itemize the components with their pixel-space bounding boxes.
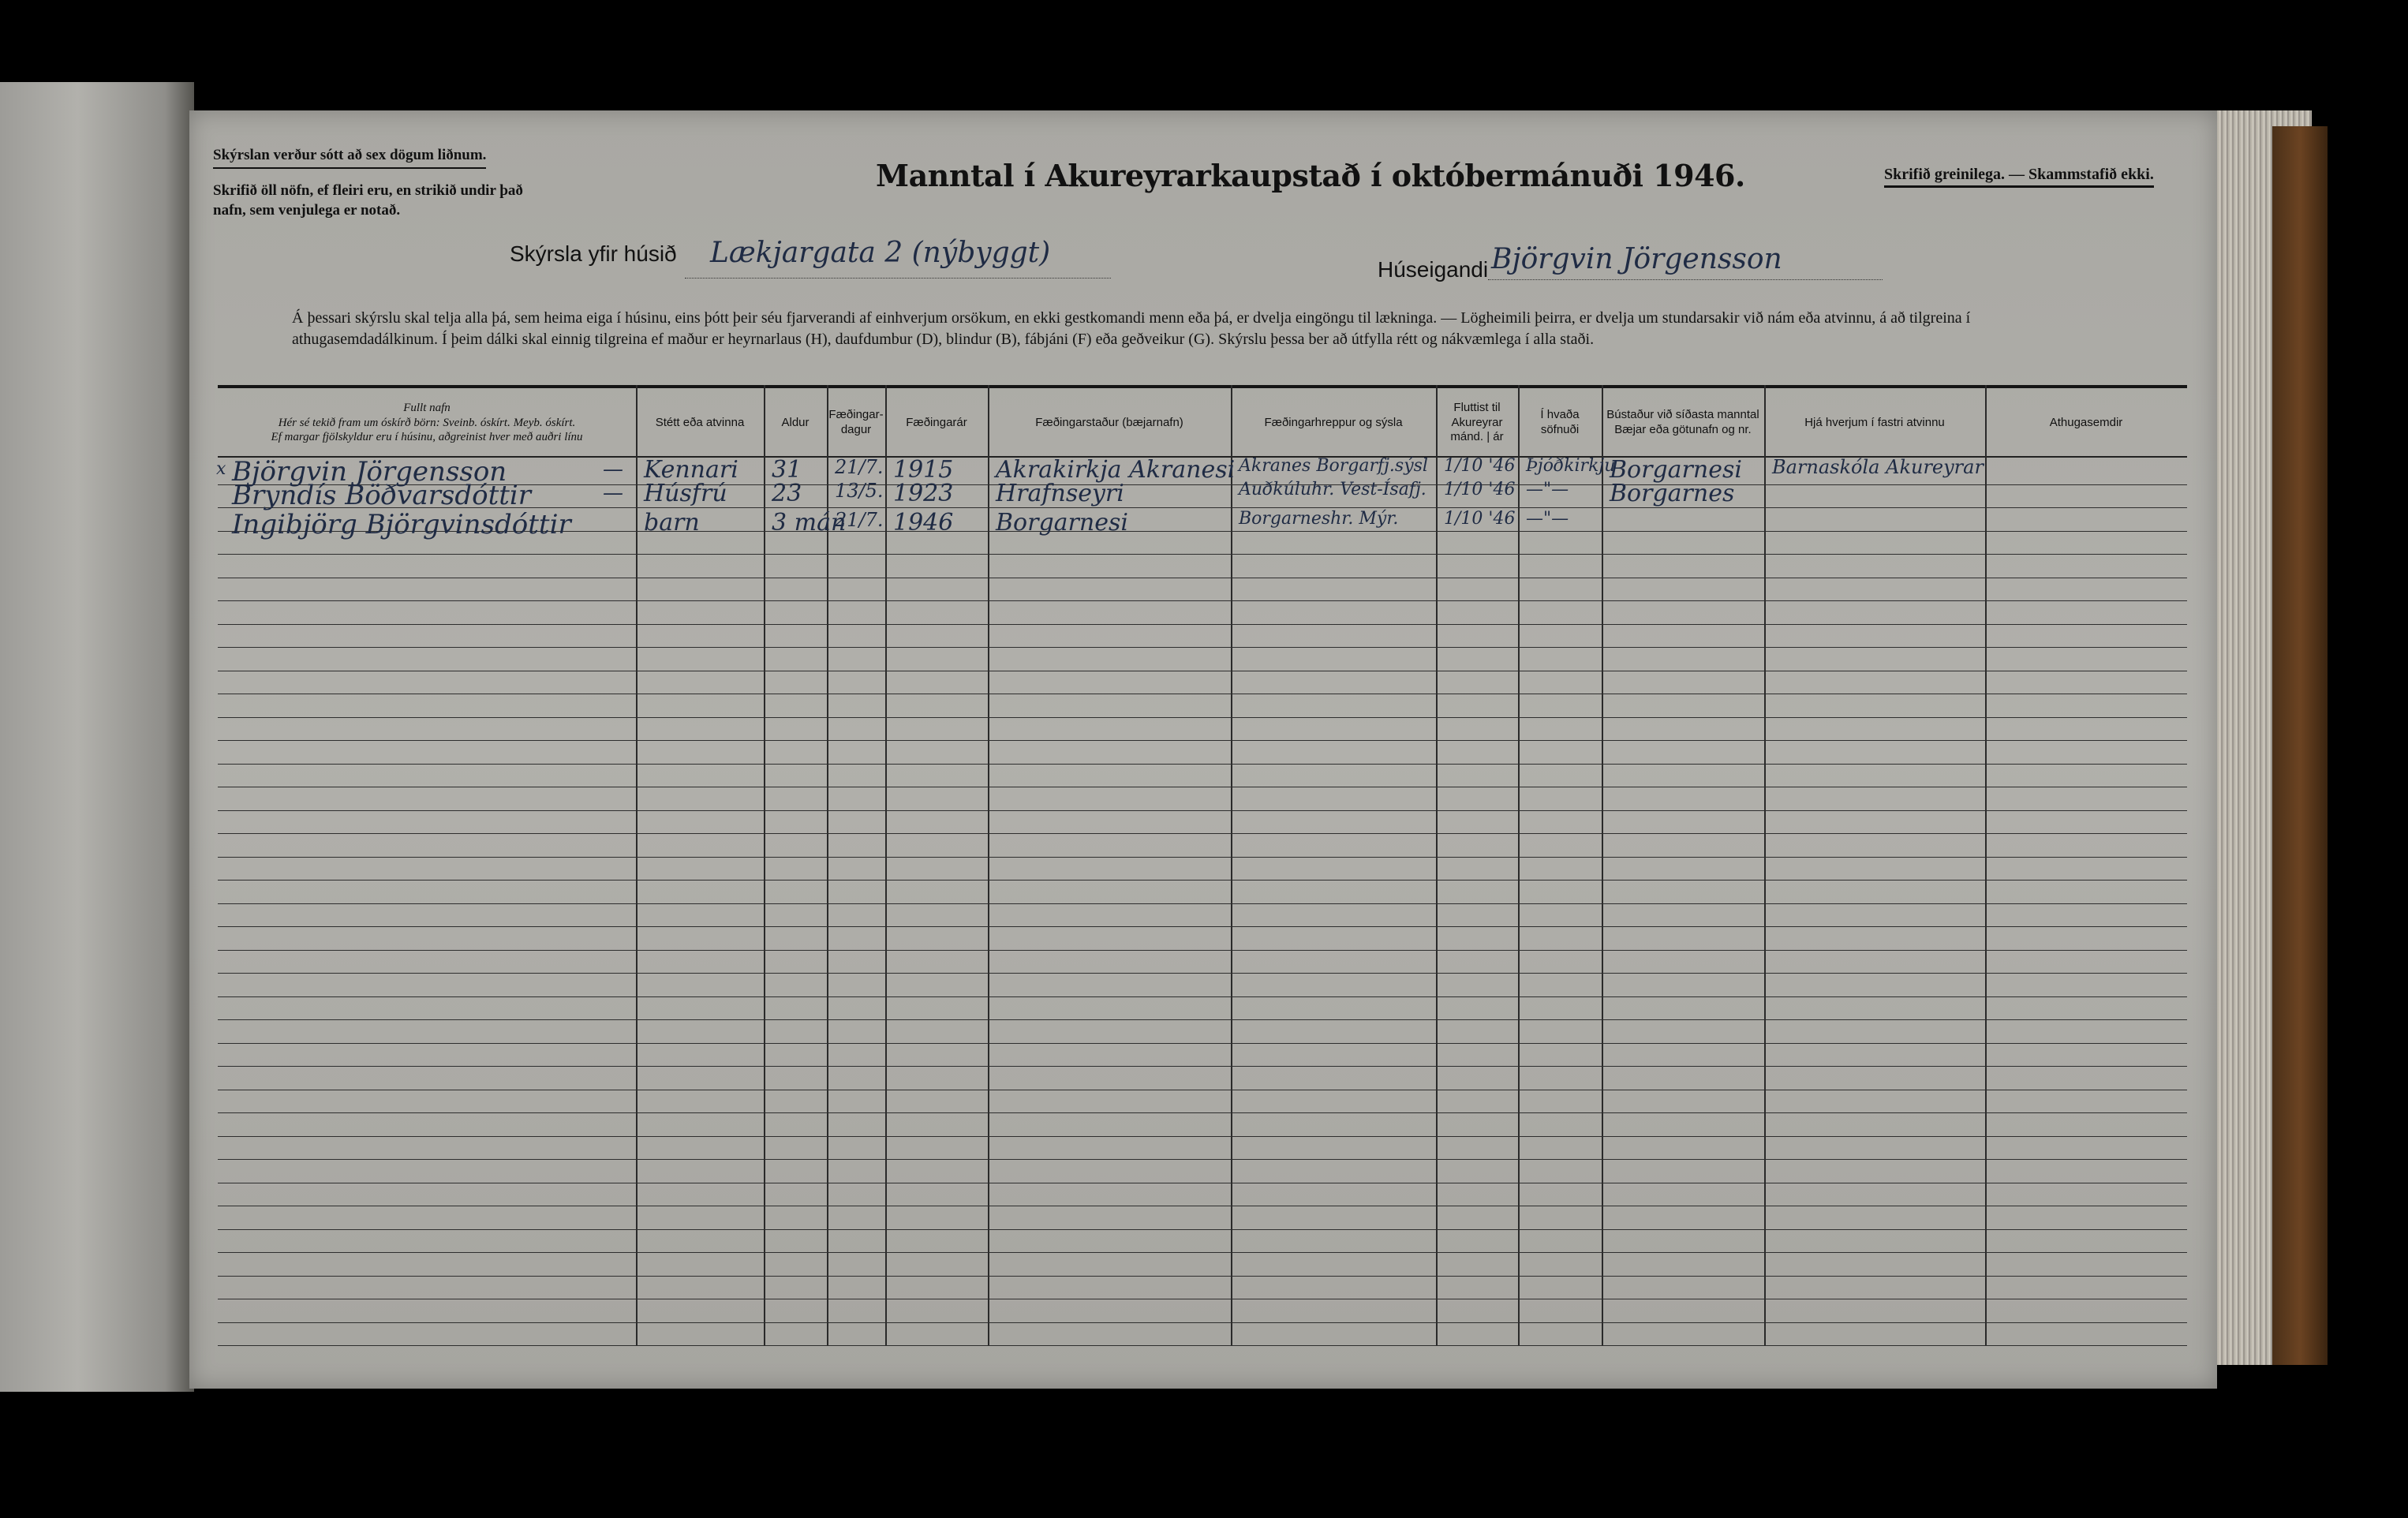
row-rule	[218, 717, 2187, 718]
row-rule	[218, 950, 2187, 951]
column-divider	[636, 385, 638, 1345]
cell-employer: Barnaskóla Akureyrar	[1772, 456, 1984, 478]
cell-birth-year: 1946	[893, 509, 954, 537]
column-header: Fæðingarhreppur og sýsla	[1264, 415, 1403, 429]
column-divider	[988, 385, 989, 1345]
cell-birth-day: 21/7.	[835, 509, 884, 531]
cell-birth-year: 1923	[893, 479, 954, 507]
cell-congregation: —"—	[1526, 509, 1569, 529]
cell-occupation: Húsfrú	[644, 479, 727, 507]
row-rule	[218, 810, 2187, 811]
cell-name: Björgvin Jörgensson	[232, 456, 507, 488]
row-rule	[218, 833, 2187, 834]
cell-birth-parish: Borgarneshr. Mýr.	[1239, 509, 1399, 529]
row-rule	[218, 973, 2187, 974]
cell-moved: 1/10 '46	[1444, 456, 1516, 476]
cell-age: 3 mán	[772, 509, 847, 537]
cell-birth-parish: Auðkúluhr. Vest-Ísafj.	[1239, 479, 1426, 499]
row-rule	[218, 1276, 2187, 1277]
row-rule	[218, 554, 2187, 555]
cell-moved: 1/10 '46	[1444, 509, 1516, 529]
owner-value: Björgvin Jörgensson	[1491, 243, 1782, 275]
cell-prev-residence: Borgarnes	[1610, 479, 1735, 507]
row-rule	[218, 1345, 2187, 1346]
row-rule	[218, 1019, 2187, 1020]
row-rule	[218, 1252, 2187, 1253]
table-top-rule	[218, 385, 2187, 388]
cell-congregation: Þjóðkirkju	[1526, 456, 1616, 476]
column-divider	[1764, 385, 1766, 1345]
cell-occupation: Kennari	[644, 456, 738, 484]
naming-note: Skrifið öll nöfn, ef fleiri eru, en strikið undir það nafn, sem venjulega er notað.	[213, 182, 523, 219]
cell-birth-place: Hrafnseyri	[996, 479, 1124, 507]
row-rule	[218, 1136, 2187, 1137]
column-header: Fluttist til Akureyrar mánd. | ár	[1450, 400, 1504, 444]
page-title: Manntal í Akureyrarkaupstað í októbermánuði 1946.	[876, 158, 1745, 193]
row-rule	[218, 857, 2187, 858]
left-page-edge	[0, 82, 194, 1392]
row-rule	[218, 926, 2187, 927]
cell-congregation: —"—	[1526, 479, 1569, 499]
column-divider	[1231, 385, 1232, 1345]
house-value: Lækjargata 2 (nýbyggt)	[710, 237, 1051, 269]
row-rule	[218, 880, 2187, 881]
cell-occupation: barn	[644, 509, 700, 537]
row-dash: —	[603, 480, 623, 505]
row-rule	[218, 1043, 2187, 1044]
row-rule	[218, 1112, 2187, 1113]
row-rule	[218, 600, 2187, 601]
row-rule	[218, 1066, 2187, 1067]
row-rule	[218, 647, 2187, 648]
column-header: Í hvaða söfnuði	[1540, 408, 1580, 436]
cell-birth-day: 21/7.	[835, 456, 884, 478]
cell-prev-residence: Borgarnesi	[1610, 456, 1742, 484]
house-fill-line	[685, 278, 1111, 279]
row-rule	[218, 1229, 2187, 1230]
row-rule	[218, 740, 2187, 741]
column-header: Aldur	[781, 415, 810, 429]
column-header: Hjá hverjum í fastri atvinnu	[1804, 415, 1945, 429]
column-divider	[885, 385, 887, 1345]
write-clearly-note: Skrifið greinilega. — Skammstafið ekki.	[1884, 166, 2154, 188]
census-table	[218, 385, 2197, 1357]
row-mark: x	[216, 459, 226, 479]
cell-age: 31	[772, 456, 802, 484]
cell-moved: 1/10 '46	[1444, 479, 1516, 499]
row-dash: —	[603, 458, 623, 481]
book-cover	[2272, 126, 2328, 1365]
cell-birth-place: Akrakirkja Akranesi	[996, 456, 1236, 484]
cell-age: 23	[772, 479, 802, 507]
house-label: Skýrsla yfir húsið	[510, 241, 677, 266]
row-rule	[218, 996, 2187, 997]
cell-birth-day: 13/5.	[835, 479, 884, 502]
column-header: Bústaður við síðasta manntal Bæjar eða götunafn og nr.	[1606, 408, 1759, 436]
cell-name: Bryndís Böðvarsdóttir	[232, 479, 532, 511]
column-header: Stétt eða atvinna	[655, 415, 745, 429]
owner-fill-line	[1488, 279, 1883, 280]
column-header: Fæðingarár	[906, 415, 967, 429]
column-header: Athugasemdir	[2049, 415, 2123, 429]
instructions-paragraph: Á þessari skýrslu skal telja alla þá, sem heima eiga í húsinu, eins þótt þeir séu fjarverandi af einhverjum orsökum, en ekki gestkomandi menn eða þá, er dvelja eingöngu til lækninga. — Lögheimili þeirra, er dvelja um stundarsakir við nám eða atvinnu, á að tilgreina í athugasemdadálkinum. Í þeim dálki skal einnig tilgreina ef maður er heyrnarlaus (H), daufdumbur (D), blindur (B), fábjáni (F) eða geðveikur (G). Skýrslu þessa ber að útfylla rétt og nákvæmlega í alla staði.	[292, 309, 1971, 348]
row-rule	[218, 903, 2187, 904]
column-header: Fæðingar-dagur	[828, 408, 884, 436]
row-rule	[218, 624, 2187, 625]
column-divider	[764, 385, 765, 1345]
column-header: Fullt nafn Hér sé tekið fram um óskírð börn: Sveinb. óskírt. Meyb. óskírt. Ef margar fjölskyldur eru í húsinu, aðgreinist hver með auðri línu	[271, 401, 583, 444]
collection-note: Skýrslan verður sótt að sex dögum liðnum.	[213, 147, 486, 169]
cell-birth-parish: Akranes Borgarfj.sýsl	[1239, 456, 1428, 476]
cell-name: Ingibjörg Björgvinsdóttir	[232, 509, 571, 540]
row-rule	[218, 1159, 2187, 1160]
owner-label: Húseigandi	[1378, 257, 1489, 282]
column-divider	[1436, 385, 1438, 1345]
column-divider	[1602, 385, 1603, 1345]
column-header: Fæðingarstaður (bæjarnafn)	[1035, 415, 1183, 429]
cell-birth-year: 1915	[893, 456, 954, 484]
row-rule	[218, 764, 2187, 765]
cell-birth-place: Borgarnesi	[996, 509, 1128, 537]
column-divider	[1518, 385, 1520, 1345]
row-rule	[218, 1322, 2187, 1323]
column-divider	[1985, 385, 1987, 1345]
